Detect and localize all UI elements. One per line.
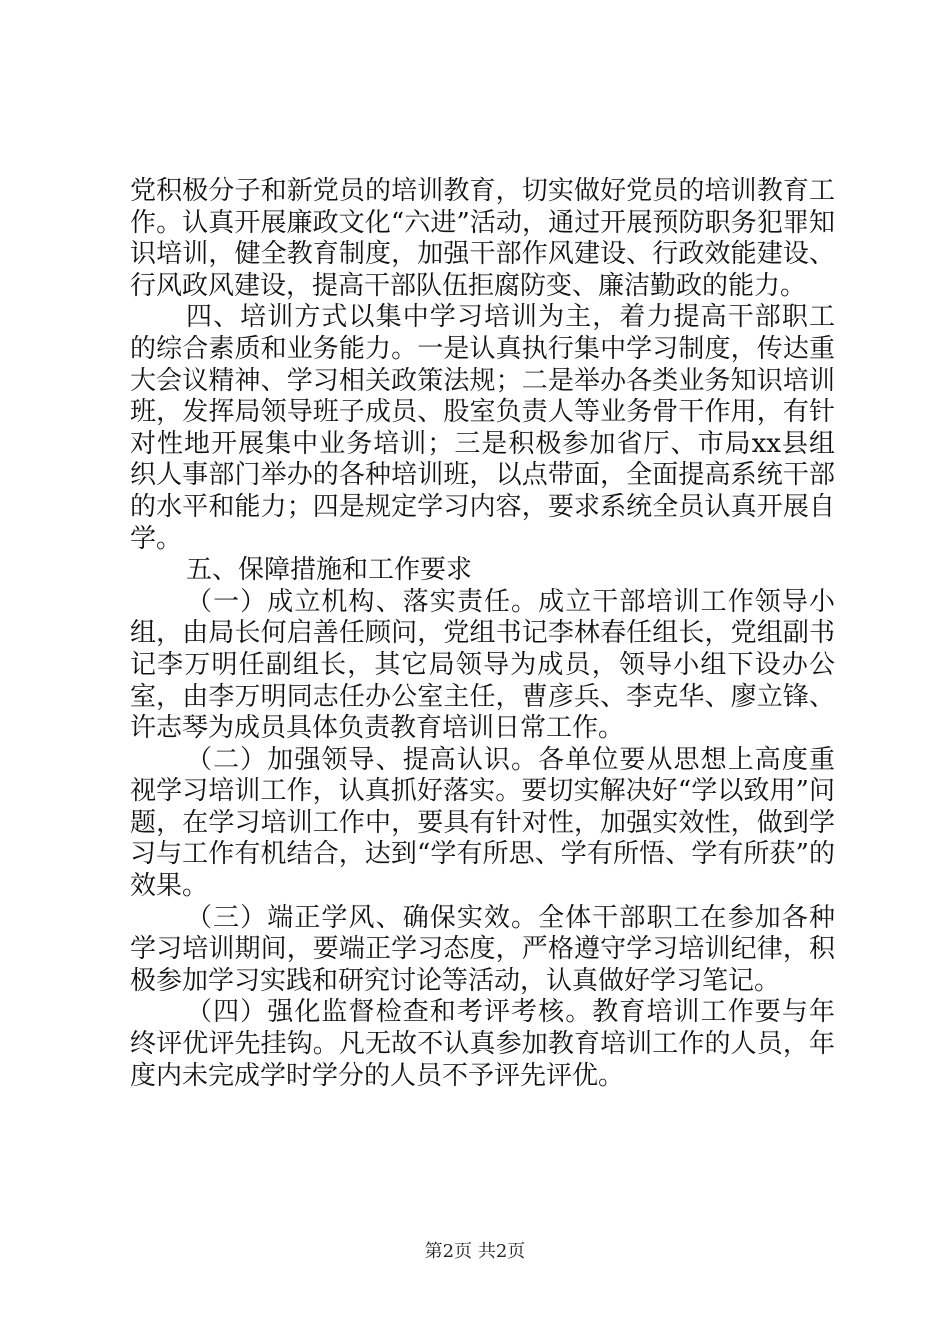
paragraph-item-three: （三）端正学风、确保实效。全体干部职工在参加各种学习培训期间，要端正学习态度，严格遵守学习培训纪律，积极参加学习实践和研究讨论等活动，认真做好学习笔记。: [130, 902, 835, 996]
paragraph-item-two: （二）加强领导、提高认识。各单位要从思想上高度重视学习培训工作，认真抓好落实。要切实解决好“学以致用”问题，在学习培训工作中，要具有针对性，加强实效性，做到学习与工作有机结合，达到“学有所思、学有所悟、学有所获”的效果。: [130, 744, 835, 902]
paragraph-section-four: 四、培训方式以集中学习培训为主，着力提高干部职工的综合素质和业务能力。一是认真执行集中学习制度，传达重大会议精神、学习相关政策法规；二是举办各类业务知识培训班，发挥局领导班子成员、股室负责人等业务骨干作用，有针对性地开展集中业务培训；三是积极参加省厅、市局xx县组织人事部门举办的各种培训班，以点带面，全面提高系统干部的水平和能力；四是规定学习内容，要求系统全员认真开展自学。: [130, 302, 835, 554]
document-body: [130, 176, 835, 1092]
section-heading-five: 五、保障措施和工作要求: [186, 555, 473, 586]
page-number-label: 第2页 共2页: [424, 1241, 526, 1262]
page-footer: [0, 1240, 950, 1264]
paragraph-continuation: 党积极分子和新党员的培训教育，切实做好党员的培训教育工作。认真开展廉政文化“六进”活动，通过开展预防职务犯罪知识培训，健全教育制度，加强干部作风建设、行政效能建设、行风政风建设，提高干部队伍拒腐防变、廉洁勤政的能力。: [130, 176, 835, 301]
paragraph-item-four: （四）强化监督检查和考评考核。教育培训工作要与年终评优评先挂钩。凡无故不认真参加教育培训工作的人员，年度内未完成学时学分的人员不予评先评优。: [130, 997, 835, 1091]
paragraph-item-one: （一）成立机构、落实责任。成立干部培训工作领导小组，由局长何启善任顾问，党组书记李林春任组长，党组副书记李万明任副组长，其它局领导为成员，领导小组下设办公室，由李万明同志任办公室主任，曹彦兵、李克华、廖立锋、许志琴为成员具体负责教育培训日常工作。: [130, 586, 835, 744]
